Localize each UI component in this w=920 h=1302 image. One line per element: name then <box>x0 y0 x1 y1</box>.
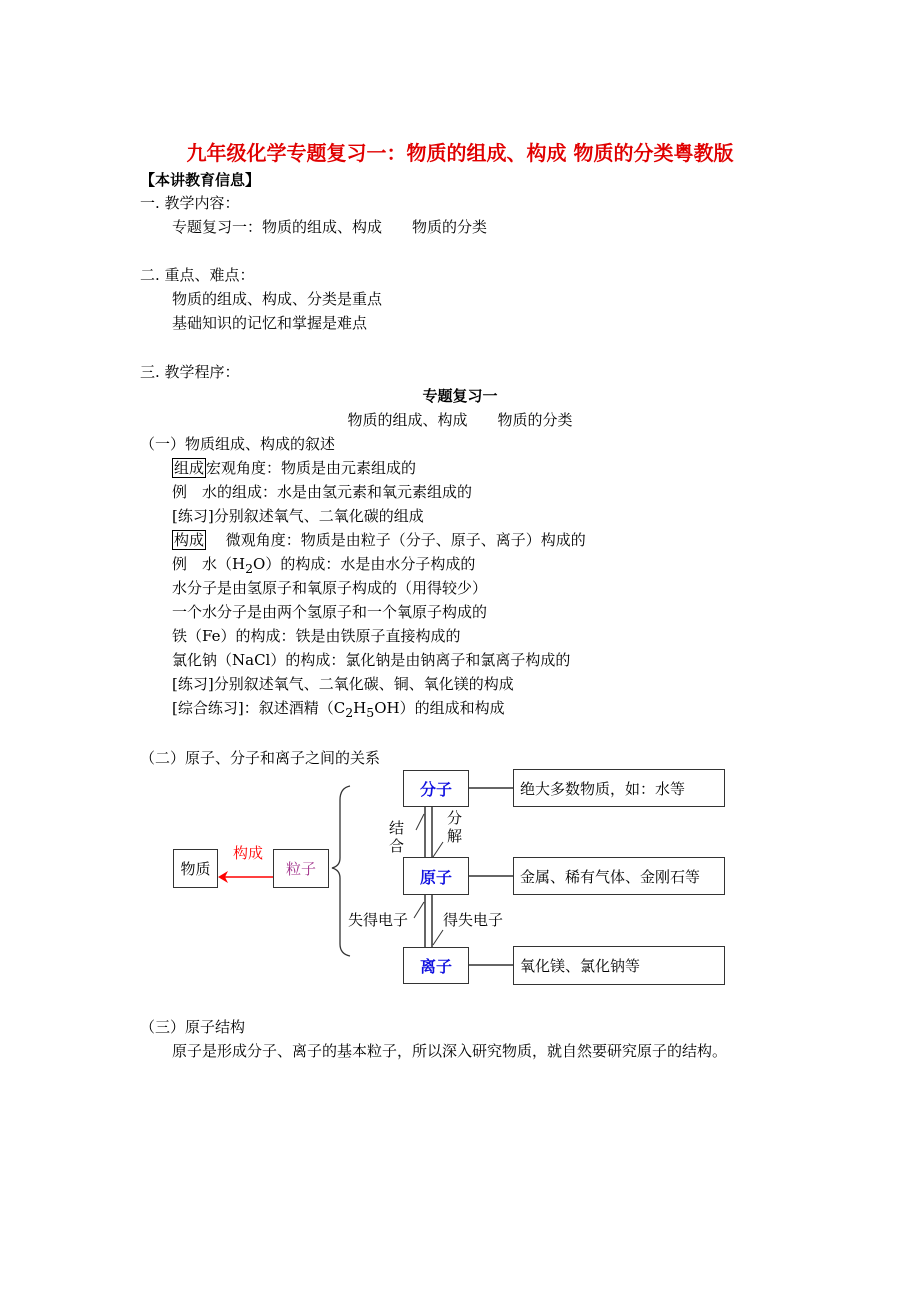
boxed-term: 组成 <box>174 459 205 477</box>
lose-gain-electrons-label: 失得电子 <box>348 911 409 929</box>
part1-line: 一个水分子是由两个氢原子和一个氧原子构成的 <box>172 603 488 621</box>
particle-label: 粒子 <box>285 860 316 878</box>
line-text: 宏观角度：物质是由元素组成的 <box>206 459 417 477</box>
line-text: O）的构成：水是由水分子构成的 <box>253 555 476 573</box>
compose-label: 构成 <box>233 844 264 862</box>
subscript: 2 <box>345 705 354 720</box>
section-info-heading: 【本讲教育信息】 <box>140 171 261 189</box>
atom-label: 原子 <box>419 867 452 887</box>
decompose-label: 分解 <box>447 809 463 845</box>
subscript: 2 <box>245 561 254 576</box>
atom-box <box>403 857 469 895</box>
atom-example-box <box>513 857 725 895</box>
part1-line: [练习]分别叙述氧气、二氧化碳的组成 <box>172 507 424 525</box>
molecule-box <box>403 770 469 807</box>
atom-example: 金属、稀有气体、金刚石等 <box>520 867 701 886</box>
part3-heading: （三）原子结构 <box>140 1018 246 1036</box>
molecule-example: 绝大多数物质，如：水等 <box>520 779 686 798</box>
line-text: [综合练习]：叙述酒精（C <box>172 699 346 717</box>
s1-heading: 一. 教学内容： <box>140 194 240 212</box>
matter-label: 物质 <box>180 860 211 878</box>
ion-example-box <box>513 946 725 985</box>
s2-heading: 二. 重点、难点： <box>140 266 255 284</box>
ion-box <box>403 947 469 984</box>
s1-line: 专题复习一：物质的组成、构成 物质的分类 <box>172 218 488 236</box>
line-text: 例 水（H <box>172 555 246 573</box>
part1-line: 例 水的组成：水是由氢元素和氧元素组成的 <box>172 483 473 501</box>
part3-line: 原子是形成分子、离子的基本粒子，所以深入研究物质，就自然要研究原子的结构。 <box>172 1042 728 1060</box>
ion-example: 氧化镁、氯化钠等 <box>520 957 641 975</box>
part2-heading: （二）原子、分子和离子之间的关系 <box>140 749 381 767</box>
part1-line: [练习]分别叙述氧气、二氧化碳、铜、氧化镁的构成 <box>172 675 514 693</box>
subscript: 5 <box>366 705 375 720</box>
part1-line: 氯化钠（NaCl）的构成：氯化钠是由钠离子和氯离子构成的 <box>172 651 571 669</box>
particle-box <box>273 849 329 888</box>
line-text: H <box>353 699 367 717</box>
s2-line: 物质的组成、构成、分类是重点 <box>172 290 383 308</box>
boxed-term: 构成 <box>174 531 205 549</box>
line-text: 微观角度：物质是由粒子（分子、原子、离子）构成的 <box>206 531 586 549</box>
line-text: OH）的组成和构成 <box>374 699 505 717</box>
part1-line: 铁（Fe）的构成：铁是由铁原子直接构成的 <box>172 627 461 645</box>
matter-box <box>173 849 218 888</box>
ion-label: 离子 <box>419 957 452 976</box>
s2-line: 基础知识的记忆和掌握是难点 <box>172 314 368 332</box>
gain-lose-electrons-label: 得失电子 <box>443 911 504 929</box>
s3-heading: 三. 教学程序： <box>140 363 240 381</box>
document-title: 九年级化学专题复习一：物质的组成、构成 物质的分类粤教版 <box>186 141 734 165</box>
combine-label: 结合 <box>389 819 405 855</box>
molecule-label: 分子 <box>419 780 452 799</box>
part1-heading: （一）物质组成、构成的叙述 <box>140 435 336 453</box>
part1-line: 水分子是由氢原子和氧原子构成的（用得较少） <box>172 579 488 597</box>
s3-center-title: 专题复习一 <box>422 387 498 405</box>
molecule-example-box <box>513 769 725 807</box>
s3-center-sub: 物质的组成、构成 物质的分类 <box>347 411 573 429</box>
